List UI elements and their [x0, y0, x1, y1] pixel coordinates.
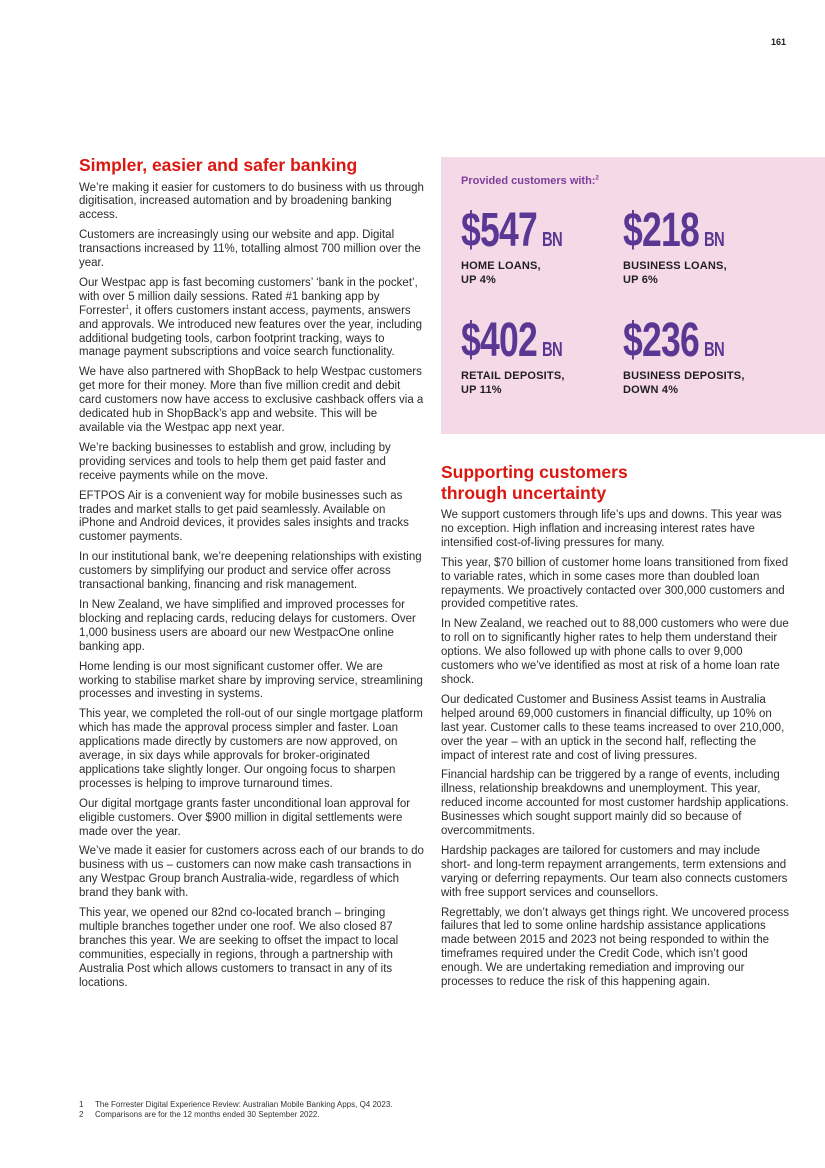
- paragraph: In New Zealand, we reached out to 88,000 customers who were due to roll on to significantly higher rates to help them understand their options. We also followed up with phone calls to over 9,000 customers who we’ve identified as most at risk of a home loan rate shock.: [441, 618, 789, 686]
- paragraph: In New Zealand, we have simplified and improved processes for blocking and replacing cards, reducing delays for customers. Over 1,000 business users are aboard our new WestpacOne online banking app.: [79, 598, 416, 653]
- customer-stats-panel: [441, 157, 825, 434]
- footnote: [79, 1110, 424, 1120]
- stat-label: [461, 259, 631, 287]
- paragraph: Our digital mortgage grants faster unconditional loan approval for eligible customers. Over $900 million in digital settlements were made over the year.: [79, 797, 411, 838]
- stat-label-line: HOME LOANS,: [461, 260, 541, 272]
- paragraph: Home lending is our most significant customer offer. We are working to stabilise market share by improving service, streamlining processes and investing in systems.: [79, 660, 423, 701]
- footnote-ref: 1: [125, 304, 129, 311]
- stat-number: $218: [623, 204, 700, 257]
- paragraph: Regrettably, we don’t always get things right. We uncovered process failures that led to some online hardship assistance applications made between 2015 and 2023 not being responded to within the timeframes required under the Credit Code, which isn’t good enough. We are undertaking remediation and improving our processes to reduce the risk of this happening again.: [441, 906, 789, 989]
- stat-number: $402: [461, 314, 538, 367]
- stat-number: $547: [461, 204, 538, 257]
- paragraph: Financial hardship can be triggered by a range of events, including illness, relationship breakdowns and unemployment. This year, reduced income accounted for most customer hardship applications. Businesses which sought support mainly did so because of overcommitments.: [441, 769, 789, 838]
- right-column: [441, 462, 791, 996]
- stat-value: [623, 203, 793, 259]
- paragraph-text: , it offers customers instant access, payments, answers and approvals. We introduced new features over the year, including additional budgeting tools, carbon footprint tracking, ways to manage payment subscriptions and voice search functionality.: [79, 304, 423, 359]
- left-column: [79, 155, 424, 997]
- stat-unit: BN: [541, 229, 562, 251]
- footnote: [79, 1100, 424, 1110]
- paragraph: This year, we completed the roll-out of our single mortgage platform which has made the approval process simpler and faster. Loan applications made directly by customers are now approved, on average, in six days while approvals for broker-originated applications take slightly longer. Our ongoing focus to sharpen processes is helping to improve turnaround times.: [79, 708, 423, 790]
- stat-business-deposits: [623, 313, 793, 397]
- stat-unit: BN: [703, 339, 724, 361]
- stat-value: [623, 313, 793, 369]
- stat-label: [623, 259, 793, 287]
- paragraph: We’re making it easier for customers to do business with us through digitisation, increased automation and by broadening banking access.: [79, 181, 424, 222]
- paragraph: We’re backing businesses to establish and grow, including by providing services and tools to help them get paid faster and receive payments while on the move.: [79, 441, 391, 482]
- page-number: 161: [770, 37, 786, 47]
- stat-label: [461, 369, 631, 397]
- footnote-ref: 2: [595, 175, 599, 182]
- paragraph: This year, we opened our 82nd co-located branch – bringing multiple branches together under one roof. We also closed 87 branches this year. We are seeking to offset the impact to local communities, especially in regions, through a partnership with Australia Post which allows customers to transact in any of its locations.: [79, 907, 399, 989]
- paragraph: We support customers through life’s ups and downs. This year was no exception. High inflation and increasing interest rates have intensified cost-of-living pressures for many.: [441, 509, 782, 549]
- stat-label: [623, 369, 793, 397]
- stat-home-loans: [461, 203, 631, 287]
- stat-label-line: RETAIL DEPOSITS,: [461, 370, 565, 382]
- paragraph: Customers are increasingly using our website and app. Digital transactions increased by 11%, totalling almost 700 million over the year.: [79, 229, 421, 270]
- stats-heading-text: Provided customers with:: [461, 175, 596, 187]
- stat-unit: BN: [541, 339, 562, 361]
- footnotes: [79, 1100, 424, 1119]
- footnote-text: The Forrester Digital Experience Review: Australian Mobile Banking Apps, Q4 2023.: [95, 1100, 393, 1109]
- stat-unit: BN: [703, 229, 724, 251]
- paragraph: This year, $70 billion of customer home loans transitioned from fixed to variable rates, which in some cases more than doubled loan repayments. We proactively contacted over 300,000 customers and provided competitive rates.: [441, 556, 789, 611]
- stat-label-line: UP 11%: [461, 384, 502, 396]
- paragraph: [79, 277, 424, 360]
- section-title-supporting-customers: [441, 462, 791, 503]
- stat-business-loans: [623, 203, 793, 287]
- paragraph: EFTPOS Air is a convenient way for mobile businesses such as trades and market stalls to get paid seamlessly. Available on iPhone and Android devices, it provides sales insights and tracks customer payments.: [79, 489, 409, 544]
- stat-label-line: DOWN 4%: [623, 384, 679, 396]
- paragraph-text: Our Westpac app is fast becoming customers’ ‘bank in the pocket’, with over 5 million daily sessions. Rated #1 banking app by Forrester: [79, 276, 418, 317]
- footnote-text: Comparisons are for the 12 months ended 30 September 2022.: [95, 1109, 320, 1119]
- paragraph: We’ve made it easier for customers across each of our brands to do business with us – customers can now make cash transactions in any Westpac Group branch Australia-wide, regardless of which brand they bank with.: [79, 845, 424, 900]
- footnote-number: 1: [79, 1100, 84, 1109]
- stat-value: [461, 203, 631, 259]
- stats-heading: [461, 175, 599, 187]
- stat-retail-deposits: [461, 313, 631, 397]
- footnote-number: 2: [79, 1109, 84, 1119]
- title-line: Supporting customers: [441, 462, 628, 482]
- paragraph: In our institutional bank, we’re deepening relationships with existing customers by simplifying our product and service offer across transactional banking, financing and risk management.: [79, 551, 422, 592]
- title-line: through uncertainty: [441, 482, 607, 503]
- paragraph: Hardship packages are tailored for customers and may include short- and long-term repayment arrangements, term extensions and varying or deferring repayments. Our team also connects customers with free support services and counsellors.: [441, 844, 788, 899]
- stat-label-line: BUSINESS LOANS,: [623, 260, 727, 272]
- stat-label-line: UP 4%: [461, 274, 497, 286]
- stat-label-line: UP 6%: [623, 274, 659, 286]
- paragraph: Our dedicated Customer and Business Assist teams in Australia helped around 69,000 customers in financial difficulty, up 10% on last year. Customer calls to these teams increased to over 210,000, over the year – with an uptick in the second half, reflecting the impact of interest rate and cost of living pressures.: [441, 693, 785, 762]
- stat-label-line: BUSINESS DEPOSITS,: [623, 370, 745, 382]
- section-title-simpler-banking: Simpler, easier and safer banking: [79, 155, 358, 175]
- stat-number: $236: [623, 314, 700, 367]
- stat-value: [461, 313, 631, 369]
- paragraph: We have also partnered with ShopBack to help Westpac customers get more for their money. More than five million credit and debit card customers now have access to exclusive cashback offers via a dedicated hub in ShopBack’s app and website. This will be available via the Westpac app next year.: [79, 366, 424, 434]
